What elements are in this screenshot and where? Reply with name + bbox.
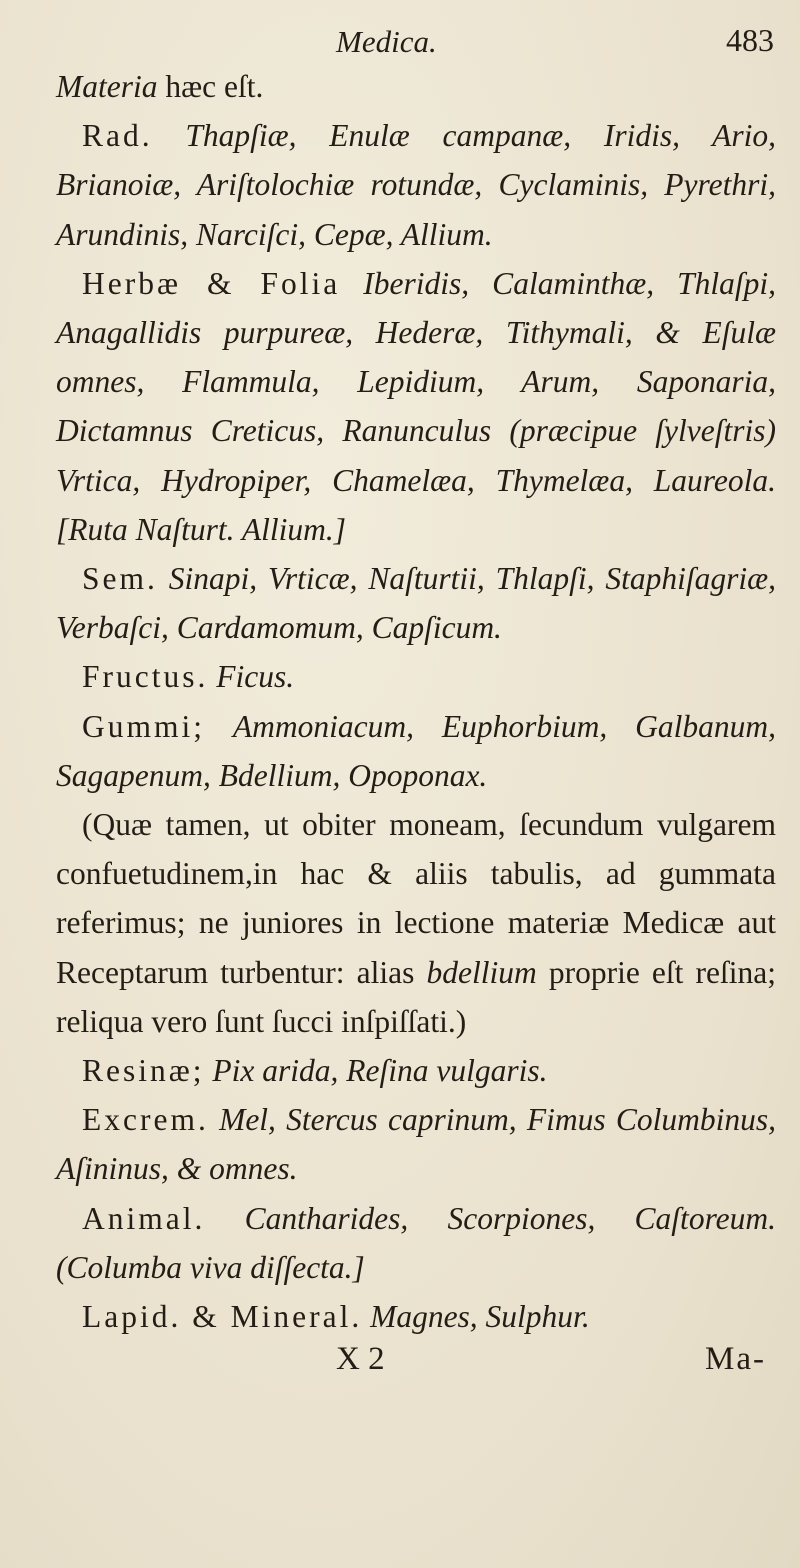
- entry-text-herbae: Iberidis, Calaminthæ, Thlaſpi, Anagallidis purpureæ, Hederæ, Tithymali, & Eſulæ omnes, Flammula, Lepidium, Arum, Saponaria, Dictamnus Creticus, Ranunculus (præcipue ſylveſtris) Vrtica, Hydropiper, Chamelæa, Thymelæa, Laureola. [Ruta Naſturt. Allium.]: [56, 265, 776, 547]
- entry-lapid: [56, 1292, 776, 1341]
- entry-sem: [56, 554, 776, 652]
- page-footer: [56, 1341, 776, 1391]
- note-text-after: proprie eſt reſina; reliqua vero ſunt ſucci inſpiſſati.): [56, 954, 776, 1039]
- entry-head-resinae: Resinæ;: [82, 1053, 205, 1089]
- entry-text-animal: Cantharides, Scorpiones, Caſtoreum. (Columba viva diſſecta.]: [56, 1200, 777, 1285]
- entry-head-rad: Rad.: [82, 118, 153, 154]
- entry-text-sem: Sinapi, Vrticæ, Naſturtii, Thlapſi, Staphiſagriæ, Verbaſci, Cardamomum, Capſicum.: [56, 561, 776, 646]
- catchword: Ma-: [705, 1341, 766, 1378]
- entry-head-sem: Sem.: [82, 561, 158, 597]
- body-text: [56, 62, 776, 1341]
- running-title: Medica.: [336, 24, 437, 59]
- entry-text-lapid: Magnes, Sulphur.: [370, 1299, 590, 1335]
- entry-head-herbae: Herbæ & Folia: [82, 265, 341, 301]
- book-page: [56, 18, 776, 1391]
- entry-head-excrem: Excrem.: [82, 1102, 209, 1138]
- note-paragraph: [56, 800, 776, 1046]
- entry-text-fructus: Ficus.: [216, 659, 295, 695]
- page-header: [56, 18, 776, 62]
- entry-gummi: [56, 702, 776, 800]
- entry-fructus: [56, 652, 776, 701]
- entry-herbae: [56, 259, 776, 554]
- note-text-before: (Quæ tamen, ut obiter moneam, ſecundum vulgarem confuetudinem,in hac & aliis tabulis, ad gummata referimus; ne juniores in lectione materiæ Medicæ aut Receptarum turbentur: alias: [56, 807, 776, 990]
- intro-line: [56, 62, 776, 111]
- page-number: 483: [726, 22, 774, 58]
- note-term-bdellium: bdellium: [426, 954, 537, 990]
- entry-rad: [56, 111, 776, 259]
- entry-animal: [56, 1194, 776, 1292]
- entry-text-rad: Thapſiæ, Enulæ campanæ, Iridis, Ario, Brianoiæ, Ariſtolochiæ rotundæ, Cyclaminis, Pyrethri, Arundinis, Narciſci, Cepæ, Allium.: [56, 118, 777, 252]
- intro-rest: hæc eſt.: [157, 69, 264, 104]
- entry-excrem: [56, 1095, 776, 1193]
- entry-resinae: [56, 1046, 776, 1095]
- entry-head-fructus: Fructus.: [82, 659, 209, 695]
- signature-mark: X 2: [336, 1341, 385, 1378]
- entry-text-gummi: Ammoniacum, Euphorbium, Galbanum, Sagapenum, Bdellium, Opoponax.: [56, 708, 777, 793]
- entry-text-excrem: Mel, Stercus caprinum, Fimus Columbinus, Aſininus, & omnes.: [56, 1102, 776, 1187]
- intro-term: Materia: [56, 69, 158, 104]
- entry-head-gummi: Gummi;: [82, 708, 206, 744]
- entry-head-animal: Animal.: [82, 1200, 206, 1236]
- entry-head-lapid: Lapid. & Mineral.: [82, 1299, 363, 1335]
- entry-text-resinae: Pix arida, Reſina vulgaris.: [212, 1053, 548, 1089]
